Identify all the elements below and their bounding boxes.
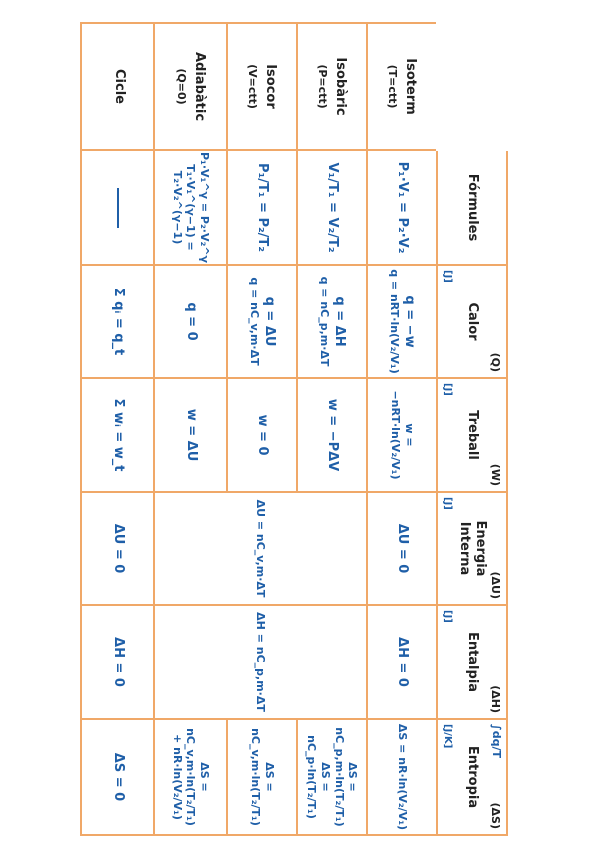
col-header-formules: Fórmules <box>437 150 507 265</box>
thermo-processes-table <box>80 22 508 836</box>
row-isobaric <box>297 23 367 835</box>
cicle-entalpia: ΔH = 0 <box>81 605 154 719</box>
col-header-entropia: ∫dq/T Entropia [J/K] (ΔS) <box>437 719 507 835</box>
isobaric-entropia: ΔS = nC_p,m·ln(T₂/T₁) ΔS = nC_p·ln(T₂/T₁) <box>297 719 367 835</box>
cicle-formula <box>81 150 154 265</box>
adiabatic-calor: q = 0 <box>154 265 227 378</box>
cicle-energia: ΔU = 0 <box>81 492 154 605</box>
isobaric-calor: q = ΔH q = nC_p,m·ΔT <box>297 265 367 378</box>
col-header-energia: Energia Interna [J] (ΔU) <box>437 492 507 605</box>
header-row <box>437 23 507 835</box>
isoterm-calor: q = −w q = nRT·ln(V₂/V₁) <box>367 265 437 378</box>
isoterm-energia: ΔU = 0 <box>367 492 437 605</box>
isocor-treball: w = 0 <box>227 378 297 492</box>
isoterm-entalpia: ΔH = 0 <box>367 605 437 719</box>
row-header-cicle: Cicle <box>81 23 154 150</box>
col-header-entalpia: Entalpia [J] (ΔH) <box>437 605 507 719</box>
isoterm-formula: P₁·V₁ = P₂·V₂ <box>367 150 437 265</box>
adiabatic-treball: w = ΔU <box>154 378 227 492</box>
row-cicle <box>81 23 154 835</box>
isocor-entropia: ΔS = nC_v,m·ln(T₂/T₁) <box>227 719 297 835</box>
row-header-isobaric: Isobàric (P=ctt) <box>297 23 367 150</box>
cicle-formula-dash <box>117 188 119 228</box>
row-header-isoterm: Isoterm (T=ctt) <box>367 23 437 150</box>
row-isoterm <box>367 23 437 835</box>
cicle-treball: Σ wᵢ = w_t <box>81 378 154 492</box>
row-header-adiabatic: Adiabàtic (Q=0) <box>154 23 227 150</box>
corner-cell <box>437 23 507 150</box>
adiabatic-formula: P₁·V₁^γ = P₂·V₂^γ T₁·V₁^(γ−1) = T₂·V₂^(γ−1) <box>154 150 227 265</box>
isocor-formula: P₁/T₁ = P₂/T₂ <box>227 150 297 265</box>
isocor-calor: q = ΔU q = nC_v,m·ΔT <box>227 265 297 378</box>
row-header-isocor: Isocor (V=ctt) <box>227 23 297 150</box>
isoterm-treball: w = −nRT·ln(V₂/V₁) <box>367 378 437 492</box>
cicle-calor: Σ qᵢ = q_t <box>81 265 154 378</box>
col-header-calor: Calor [J] (Q) <box>437 265 507 378</box>
isobaric-treball: w = −PΔV <box>297 378 367 492</box>
merged-energia: ΔU = nC_v,m·ΔT <box>154 492 367 605</box>
merged-entalpia: ΔH = nC_p,m·ΔT <box>154 605 367 719</box>
isobaric-formula: V₁/T₁ = V₂/T₂ <box>297 150 367 265</box>
isoterm-entropia: ΔS = nR·ln(V₂/V₁) <box>367 719 437 835</box>
cicle-entropia: ΔS = 0 <box>81 719 154 835</box>
col-header-treball: Treball [J] (W) <box>437 378 507 492</box>
adiabatic-entropia: ΔS = nC_v,m·ln(T₂/T₁) + nR·ln(V₂/V₁) <box>154 719 227 835</box>
